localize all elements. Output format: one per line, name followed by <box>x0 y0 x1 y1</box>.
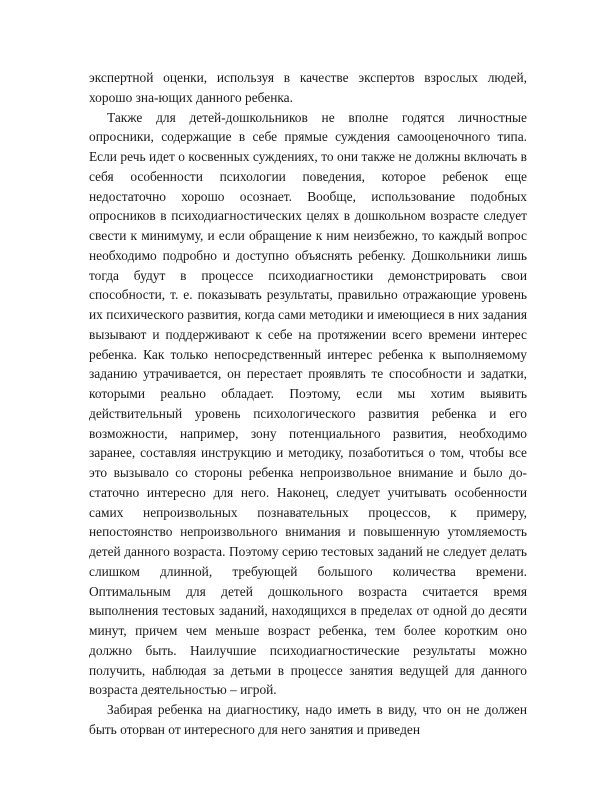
paragraph-taking-child-to-diagnostics: Забирая ребенка на диагностику, надо иметь в виду, что он не должен быть оторван от интересного для него занятия и приведен <box>89 702 527 737</box>
paragraph-personality-questionnaires: Также для детей-дошкольников не вполне годятся личностные опросники, содержащие в себе прямые суждения самооценочного типа. Если речь идет о косвенных суждениях, то они также не должны включать в себя особенности психологии поведения, которое ребенок еще недостаточно хорошо осознает. Вообще, использование подобных опросников в психодиагностических целях в дошкольном возрасте следует свести к минимуму, и если обращение к ним неизбежно, то каждый вопрос необходимо подробно и доступно объяснять ребенку. Дошкольники лишь тогда будут в процессе психодиагностики демонстрировать свои способности, т. е. показывать результаты, правильно отражающие уровень их психического развития, когда сами методики и имеющиеся в них задания вызывают и поддерживают к себе на протяжении всего времени интерес ребенка. Как только непосредственный интерес ребенка к выполняемому заданию утрачивается, он перестает проявлять те способности и задатки, которыми реально обладает. Поэтому, если мы хотим выявить действительный уровень психологического развития ребенка и его возможности, например, зону потенциального развития, необходимо заранее, составляя инструкцию и методику, позаботиться о том, чтобы все это вызывало со стороны ребенка непроизвольное внимание и было до-статочно интересно для него. Наконец, следует учитывать особенности самих непроизвольных познавательных процессов, к примеру, непостоянство непроизвольного внимания и повышенную утомляемость детей данного возраста. Поэтому серию тестовых заданий не следует делать слишком длинной, требующей большого количества времени. Оптимальным для детей дошкольного возраста считается время выполнения тестовых заданий, находящихся в пределах от одной до десяти минут, причем чем меньше возраст ребенка, тем более коротким оно должно быть. Наилучшие психодиагностические результаты можно получить, наблюдая за детьми в процессе занятия ведущей для данного возраста деятельностью – игрой. <box>89 109 527 698</box>
paragraph-continued-from-previous-page: экспертной оценки, используя в качестве экспертов взрослых людей, хорошо зна-ющих данного ребенка. <box>89 70 527 105</box>
document-body <box>89 68 527 740</box>
